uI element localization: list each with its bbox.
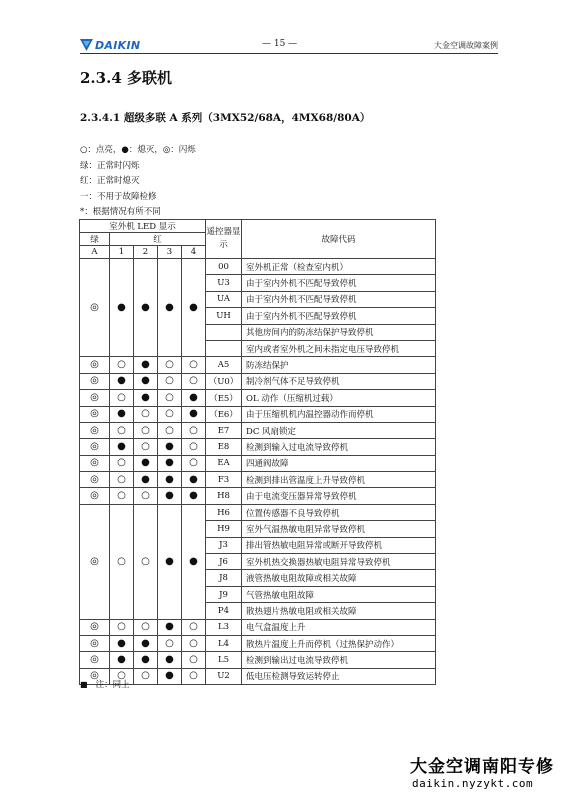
led-state-icon: ○ [117, 490, 126, 502]
led-state-icon: ● [117, 654, 126, 666]
led-state-icon: ○ [141, 555, 150, 567]
fault-description-cell: 室内或者室外机之间未指定电压导致停机 [242, 340, 436, 356]
led-state-cell [182, 488, 206, 504]
led-state-cell [158, 619, 182, 635]
led-state-cell [158, 488, 182, 504]
table-row [80, 619, 436, 635]
remote-code-cell: U3 [206, 275, 242, 291]
fault-description-cell: 散热片温度上升而停机（过热保护动作） [242, 635, 436, 651]
header-rule [80, 53, 498, 54]
led-state-icon: ◎ [90, 301, 99, 313]
logo-text: DAIKIN [95, 38, 141, 52]
led-state-cell [110, 406, 134, 422]
remote-code-cell: U2 [206, 668, 242, 684]
led-state-icon: ○ [141, 408, 150, 420]
led-state-cell [110, 259, 134, 357]
led-state-cell [158, 259, 182, 357]
remote-code-cell: E8 [206, 439, 242, 455]
led-state-cell [158, 439, 182, 455]
led-state-icon: ● [117, 637, 126, 649]
remote-code-cell: A5 [206, 357, 242, 373]
remote-code-cell: L4 [206, 635, 242, 651]
led-state-icon: ● [189, 490, 198, 502]
led-state-cell [134, 652, 158, 668]
legend [80, 143, 196, 221]
remote-code-cell: H9 [206, 521, 242, 537]
led-state-icon: ○ [189, 670, 198, 682]
led-state-cell [110, 472, 134, 488]
led-state-icon: ● [117, 375, 126, 387]
fault-description-cell: 其他房间内的防冻结保护导致停机 [242, 324, 436, 340]
led-state-cell [80, 504, 110, 619]
led-state-cell [134, 439, 158, 455]
table-row [80, 668, 436, 684]
watermark-url: daikin.nyzykt.com [412, 777, 534, 790]
led-state-icon: ○ [189, 359, 198, 371]
led-state-icon: ○ [141, 670, 150, 682]
led-state-cell [158, 357, 182, 373]
led-state-icon: ● [189, 301, 198, 313]
led-state-icon: ● [117, 408, 126, 420]
remote-code-cell: （E6） [206, 406, 242, 422]
led-state-cell [182, 635, 206, 651]
remote-code-cell [206, 324, 242, 340]
table-row [80, 635, 436, 651]
led-state-cell [182, 373, 206, 389]
led-state-cell [158, 390, 182, 406]
header-remote: 遥控器显示 [206, 220, 242, 259]
fault-description-cell: 室外机正常（检查室内机） [242, 259, 436, 275]
table-row [80, 504, 436, 520]
led-state-cell [80, 455, 110, 471]
led-state-cell [80, 422, 110, 438]
led-state-icon: ● [117, 301, 126, 313]
led-state-cell [182, 472, 206, 488]
led-state-icon: ● [165, 473, 174, 485]
led-state-icon: ● [141, 301, 150, 313]
led-state-cell [80, 488, 110, 504]
led-state-icon: ○ [165, 637, 174, 649]
led-state-icon: ○ [117, 473, 126, 485]
remote-code-cell [206, 340, 242, 356]
led-state-cell [80, 373, 110, 389]
led-state-cell [110, 635, 134, 651]
led-state-icon: ● [189, 555, 198, 567]
led-state-icon: ○ [189, 654, 198, 666]
note-bullet-icon: ■ [80, 680, 88, 689]
led-state-cell [110, 504, 134, 619]
led-state-cell [80, 439, 110, 455]
led-state-icon: ○ [165, 424, 174, 436]
remote-code-cell: H8 [206, 488, 242, 504]
led-state-icon: ● [189, 408, 198, 420]
led-state-icon: ● [165, 654, 174, 666]
fault-description-cell: 电气盒温度上升 [242, 619, 436, 635]
fault-description-cell: 室外机热交换器热敏电阻异常导致停机 [242, 554, 436, 570]
remote-code-cell: H6 [206, 504, 242, 520]
led-state-icon: ● [165, 670, 174, 682]
led-state-cell [80, 635, 110, 651]
led-state-icon: ● [189, 473, 198, 485]
led-state-cell [134, 373, 158, 389]
remote-code-cell: UA [206, 291, 242, 307]
led-state-cell [110, 455, 134, 471]
led-state-icon: ○ [141, 440, 150, 452]
led-state-cell [158, 472, 182, 488]
led-state-icon: ○ [117, 670, 126, 682]
led-state-icon: ○ [189, 424, 198, 436]
fault-description-cell: 排出管热敏电阻异常或断开导致停机 [242, 537, 436, 553]
led-state-cell [182, 390, 206, 406]
led-state-cell [80, 472, 110, 488]
led-state-cell [134, 259, 158, 357]
led-state-cell [182, 668, 206, 684]
col-label: A [80, 246, 110, 259]
fault-description-cell: 检测到排出管温度上升导致停机 [242, 472, 436, 488]
led-state-icon: ● [165, 457, 174, 469]
legend-line: 红：正常时熄灭 [80, 176, 140, 186]
led-state-cell [158, 635, 182, 651]
led-state-cell [134, 455, 158, 471]
led-state-icon: ● [165, 490, 174, 502]
led-state-cell [182, 406, 206, 422]
led-state-cell [182, 259, 206, 357]
header-title: 大金空调故障案例 [434, 41, 498, 50]
led-state-icon: ○ [117, 391, 126, 403]
col-label: 2 [134, 246, 158, 259]
led-state-cell [134, 619, 158, 635]
led-state-cell [110, 439, 134, 455]
led-state-cell [110, 357, 134, 373]
table-row [80, 455, 436, 471]
led-state-cell [134, 390, 158, 406]
table-row [80, 406, 436, 422]
led-state-icon: ● [165, 301, 174, 313]
led-state-cell [110, 488, 134, 504]
fault-description-cell: 防冻结保护 [242, 357, 436, 373]
led-state-cell [182, 422, 206, 438]
led-state-icon: ○ [189, 457, 198, 469]
led-state-icon: ◎ [90, 424, 99, 436]
led-state-icon: ◎ [90, 654, 99, 666]
led-state-icon: ◎ [90, 391, 99, 403]
remote-code-cell: J9 [206, 586, 242, 602]
table-row [80, 488, 436, 504]
led-state-icon: ◎ [90, 359, 99, 371]
led-state-icon: ● [189, 391, 198, 403]
led-state-cell [134, 635, 158, 651]
led-state-icon: ◎ [90, 408, 99, 420]
led-state-cell [182, 652, 206, 668]
led-state-icon: ◎ [90, 670, 99, 682]
led-state-icon: ○ [117, 621, 126, 633]
table-row [80, 390, 436, 406]
led-state-icon: ○ [189, 637, 198, 649]
led-state-icon: ● [165, 621, 174, 633]
table-row [80, 422, 436, 438]
led-state-icon: ● [141, 359, 150, 371]
led-state-icon: ○ [165, 408, 174, 420]
fault-description-cell: DC 风扇锁定 [242, 422, 436, 438]
fault-description-cell: OL 动作（压缩机过载） [242, 390, 436, 406]
led-state-icon: ○ [141, 490, 150, 502]
remote-code-cell: F3 [206, 472, 242, 488]
header-green: 绿 [80, 233, 110, 246]
fault-description-cell: 室外气温热敏电阻异常导致停机 [242, 521, 436, 537]
led-state-cell [134, 472, 158, 488]
fault-description-cell: 由于室内外机不匹配导致停机 [242, 308, 436, 324]
fault-description-cell: 制冷剂气体不足导致停机 [242, 373, 436, 389]
fault-description-cell: 低电压检测导致运转停止 [242, 668, 436, 684]
remote-code-cell: 00 [206, 259, 242, 275]
note-text: 注：同上 [95, 680, 130, 690]
table-row [80, 259, 436, 275]
led-state-cell [110, 422, 134, 438]
led-state-cell [134, 504, 158, 619]
remote-code-cell: J6 [206, 554, 242, 570]
col-label: 3 [158, 246, 182, 259]
led-state-cell [134, 357, 158, 373]
led-state-icon: ◎ [90, 555, 99, 567]
fault-description-cell: 由于室内外机不匹配导致停机 [242, 275, 436, 291]
header-red: 红 [110, 233, 206, 246]
led-state-icon: ◎ [90, 457, 99, 469]
led-state-icon: ◎ [90, 621, 99, 633]
led-state-cell [158, 652, 182, 668]
section-title: 2.3.4 多联机 [80, 69, 172, 87]
led-state-icon: ◎ [90, 637, 99, 649]
led-state-cell [182, 504, 206, 619]
fault-description-cell: 由于室内外机不匹配导致停机 [242, 291, 436, 307]
fault-description-cell: 检测到输入过电流导致停机 [242, 439, 436, 455]
led-state-icon: ○ [117, 457, 126, 469]
led-state-icon: ○ [117, 359, 126, 371]
fault-code-table [79, 219, 436, 685]
remote-code-cell: L5 [206, 652, 242, 668]
led-state-icon: ○ [189, 621, 198, 633]
remote-code-cell: （U0） [206, 373, 242, 389]
fault-description-cell: 位置传感器不良导致停机 [242, 504, 436, 520]
led-state-cell [134, 668, 158, 684]
led-state-icon: ○ [165, 375, 174, 387]
header-led: 室外机 LED 显示 [80, 220, 206, 233]
fault-description-cell: 由于压缩机机内温控器动作而停机 [242, 406, 436, 422]
legend-line: 一：不用于故障检修 [80, 191, 157, 202]
led-state-cell [158, 504, 182, 619]
led-state-cell [182, 439, 206, 455]
table-row [80, 373, 436, 389]
led-state-icon: ○ [165, 391, 174, 403]
led-state-icon: ● [141, 457, 150, 469]
led-state-icon: ◎ [90, 440, 99, 452]
fault-description-cell: 由于电流变压器异常导致停机 [242, 488, 436, 504]
remote-code-cell: L3 [206, 619, 242, 635]
led-state-icon: ● [117, 440, 126, 452]
led-state-icon: ○ [141, 424, 150, 436]
col-label: 4 [182, 246, 206, 259]
table-row [80, 439, 436, 455]
led-state-icon: ● [165, 440, 174, 452]
led-state-icon: ● [141, 391, 150, 403]
fault-description-cell: 检测到输出过电流导致停机 [242, 652, 436, 668]
led-state-icon: ● [141, 473, 150, 485]
led-state-icon: ● [141, 637, 150, 649]
led-state-cell [80, 390, 110, 406]
led-state-cell [80, 652, 110, 668]
remote-code-cell: E7 [206, 422, 242, 438]
led-state-icon: ○ [117, 555, 126, 567]
led-state-cell [80, 357, 110, 373]
led-state-icon: ○ [165, 359, 174, 371]
table-row [80, 357, 436, 373]
legend-line: 绿：正常时闪烁 [80, 160, 140, 171]
led-state-icon: ○ [189, 440, 198, 452]
remote-code-cell: P4 [206, 603, 242, 619]
led-state-cell [134, 488, 158, 504]
led-state-cell [80, 259, 110, 357]
led-state-cell [110, 390, 134, 406]
led-state-cell [134, 406, 158, 422]
led-state-cell [158, 668, 182, 684]
fault-description-cell: 液管热敏电阻故障或相关故障 [242, 570, 436, 586]
led-state-icon: ◎ [90, 375, 99, 387]
led-state-cell [80, 406, 110, 422]
header-fault: 故障代码 [242, 220, 436, 259]
table-row [80, 652, 436, 668]
remote-code-cell: J8 [206, 570, 242, 586]
led-state-cell [182, 357, 206, 373]
led-state-icon: ● [141, 654, 150, 666]
led-state-cell [182, 455, 206, 471]
daikin-logo-mark-icon [80, 39, 93, 51]
fault-description-cell: 四通阀故障 [242, 455, 436, 471]
legend-line: *：根据情况有所不同 [80, 207, 161, 217]
watermark-title: 大金空调南阳专修 [410, 757, 554, 777]
table-row [80, 472, 436, 488]
led-state-cell [110, 652, 134, 668]
led-state-cell [158, 373, 182, 389]
led-state-icon: ○ [141, 621, 150, 633]
col-label: 1 [110, 246, 134, 259]
led-state-icon: ● [165, 555, 174, 567]
page-number: — 15 — [262, 39, 298, 49]
note [80, 678, 130, 690]
led-state-icon: ● [141, 375, 150, 387]
led-state-icon: ○ [189, 375, 198, 387]
fault-description-cell: 气管热敏电阻故障 [242, 586, 436, 602]
led-state-cell [158, 455, 182, 471]
fault-description-cell: 散热翅片热敏电阻或相关故障 [242, 603, 436, 619]
remote-code-cell: （E5） [206, 390, 242, 406]
led-state-cell [80, 619, 110, 635]
led-state-cell [182, 619, 206, 635]
subsection-title: 2.3.4.1 超级多联 A 系列（3MX52/68A，4MX68/80A） [80, 112, 371, 124]
led-state-icon: ○ [117, 424, 126, 436]
led-state-cell [158, 422, 182, 438]
led-state-icon: ◎ [90, 490, 99, 502]
led-state-cell [110, 619, 134, 635]
legend-line: ○：点亮，●：熄灭，◎：闪烁 [80, 145, 196, 155]
led-state-cell [134, 422, 158, 438]
led-state-cell [158, 406, 182, 422]
led-state-cell [110, 373, 134, 389]
remote-code-cell: EA [206, 455, 242, 471]
page-header [80, 38, 498, 54]
led-state-icon: ◎ [90, 473, 99, 485]
daikin-logo [80, 38, 140, 52]
remote-code-cell: UH [206, 308, 242, 324]
remote-code-cell: J3 [206, 537, 242, 553]
